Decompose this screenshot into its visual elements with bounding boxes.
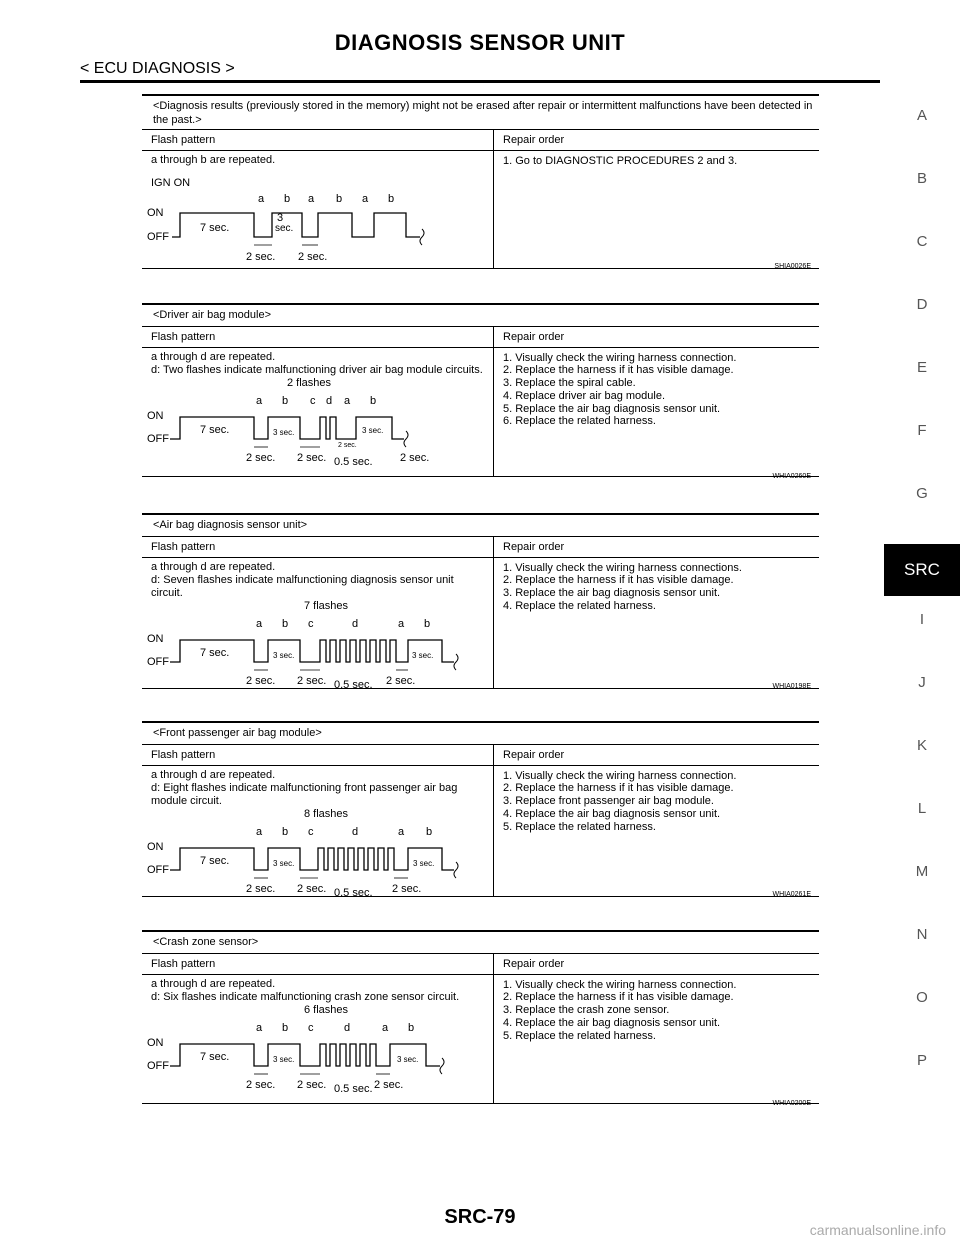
- duration-label: 2 sec.: [246, 1078, 276, 1091]
- flash-letter: b: [388, 192, 395, 205]
- flash-section-driver-air-bag: [142, 303, 819, 480]
- flash-letter: a: [256, 1021, 263, 1034]
- side-index-letter[interactable]: D: [916, 296, 928, 313]
- flashes-label: 6 flashes: [304, 1003, 349, 1016]
- duration-label: 7 sec.: [200, 646, 230, 659]
- duration-label: 2 sec.: [297, 882, 327, 895]
- side-index-letter[interactable]: L: [917, 800, 927, 817]
- repair-step: 2. Replace the harness if it has visible damage.: [503, 574, 734, 587]
- duration-label: 3 sec.: [273, 427, 295, 437]
- flash-description-sub: d: Eight flashes indicate malfunctioning front passenger air bag module circuit.: [151, 781, 458, 807]
- flash-table: [142, 744, 819, 896]
- flash-pattern-cell: [142, 557, 494, 688]
- duration-label: 7 sec.: [200, 221, 230, 234]
- flash-letter: a: [258, 192, 265, 205]
- section-title: <Driver air bag module>: [153, 308, 272, 321]
- repair-step: 5. Replace the related harness.: [503, 820, 656, 833]
- figure-code: WHIA0260E: [772, 473, 811, 480]
- flash-description-line: a through d are repeated.: [151, 350, 276, 363]
- page-subtitle: < ECU DIAGNOSIS >: [80, 60, 235, 77]
- duration-label: 2 sec.: [297, 1078, 327, 1091]
- repair-step: 2. Replace the harness if it has visible damage.: [503, 364, 734, 377]
- break-icon: [404, 431, 408, 447]
- figure-code: WHIA0200E: [772, 1100, 811, 1107]
- repair-order-cell: [494, 150, 820, 268]
- repair-step: 2. Replace the harness if it has visible damage.: [503, 991, 734, 1004]
- flash-letter: d: [326, 394, 333, 407]
- repair-step: 4. Replace the related harness.: [503, 599, 656, 612]
- section-bottom-rule: [142, 896, 819, 898]
- section-title: <Diagnosis results (previously stored in the memory) might not be erased after repair or intermittent malfunctions have been detected in the past.>: [153, 99, 813, 126]
- flash-description-sub: d: Two flashes indicate malfunctioning driver air bag module circuits.: [151, 363, 483, 376]
- figure-code: SHIA0026E: [774, 263, 811, 270]
- repair-step: 2. Replace the harness if it has visible damage.: [503, 782, 734, 795]
- duration-label: 3 sec.: [397, 1054, 419, 1064]
- repair-step: 1. Go to DIAGNOSTIC PROCEDURES 2 and 3.: [503, 154, 738, 167]
- repair-order-cell: [494, 347, 820, 476]
- side-index-letter[interactable]: I: [919, 611, 925, 628]
- figure-code: WHIA0198E: [772, 683, 811, 690]
- flash-letter: c: [308, 825, 314, 838]
- repair-order-header: Repair order: [494, 953, 820, 974]
- side-index-letter[interactable]: B: [916, 170, 927, 187]
- repair-step: 4. Replace the air bag diagnosis sensor unit.: [503, 1016, 721, 1029]
- duration-label: 2 sec.: [400, 451, 430, 464]
- flash-table: [142, 129, 819, 268]
- section-bottom-rule: [142, 1103, 819, 1105]
- flash-pattern-header: Flash pattern: [142, 326, 494, 347]
- break-icon: [420, 229, 424, 245]
- repair-order-header: Repair order: [494, 744, 820, 765]
- duration-label: 7 sec.: [200, 1050, 230, 1063]
- repair-order-cell: [494, 974, 820, 1103]
- section-bottom-rule: [142, 476, 819, 478]
- flash-letter: b: [282, 825, 289, 838]
- flash-pattern-diagram: [142, 808, 475, 896]
- figure-code: WHIA0261E: [772, 891, 811, 898]
- repair-step: 1. Visually check the wiring harness connection.: [503, 978, 737, 991]
- duration-label: 2 sec.: [297, 674, 327, 687]
- duration-label: sec.: [275, 222, 294, 234]
- flash-description: [142, 558, 493, 600]
- flash-letter: b: [336, 192, 343, 205]
- flash-letter: a: [344, 394, 351, 407]
- off-label: OFF: [147, 432, 169, 445]
- duration-label: 2 sec.: [297, 451, 327, 464]
- flash-letter: b: [408, 1021, 415, 1034]
- flash-letter: b: [424, 617, 431, 630]
- repair-step: 3. Replace the air bag diagnosis sensor unit.: [503, 587, 721, 600]
- flash-letter: b: [370, 394, 377, 407]
- repair-step: 1. Visually check the wiring harness connections.: [503, 561, 742, 574]
- duration-label: 3 sec.: [362, 425, 384, 435]
- repair-order-header: Repair order: [494, 536, 820, 557]
- flash-letter: d: [352, 617, 359, 630]
- flash-description: [142, 975, 493, 1004]
- flash-letter: c: [308, 617, 314, 630]
- duration-label: 3 sec.: [273, 858, 295, 868]
- repair-steps: [494, 766, 819, 834]
- page-number: SRC-79: [444, 1206, 516, 1228]
- duration-label: 3: [277, 211, 284, 224]
- side-index-letter[interactable]: O: [916, 989, 928, 1006]
- repair-order-cell: [494, 765, 820, 896]
- section-title: <Air bag diagnosis sensor unit>: [153, 518, 308, 531]
- side-index-letter[interactable]: C: [916, 233, 928, 250]
- on-label: ON: [147, 1036, 164, 1049]
- flash-pattern-cell: [142, 974, 494, 1103]
- flash-table: [142, 536, 819, 688]
- side-index-letter-active[interactable]: SRC: [884, 544, 960, 596]
- section-title: <Crash zone sensor>: [153, 935, 259, 948]
- duration-label: 0.5 sec.: [334, 1082, 373, 1092]
- duration-label: 2 sec.: [298, 250, 328, 263]
- duration-label: 3 sec.: [412, 650, 434, 660]
- off-label: OFF: [147, 1059, 169, 1072]
- repair-order-cell: [494, 557, 820, 688]
- flash-pattern-diagram: [142, 1004, 475, 1092]
- on-label: ON: [147, 840, 164, 853]
- duration-label: 7 sec.: [200, 423, 230, 436]
- section-bottom-rule: [142, 268, 819, 270]
- duration-label: 2 sec.: [374, 1078, 404, 1091]
- duration-label: 3 sec.: [413, 858, 435, 868]
- repair-order-header: Repair order: [494, 326, 820, 347]
- repair-step: 3. Replace the spiral cable.: [503, 377, 636, 390]
- duration-label: 2 sec.: [246, 674, 276, 687]
- repair-step: 5. Replace the related harness.: [503, 1029, 656, 1042]
- flash-pattern-header: Flash pattern: [142, 953, 494, 974]
- repair-step: 3. Replace front passenger air bag module.: [503, 795, 714, 808]
- flash-pattern-header: Flash pattern: [142, 129, 494, 150]
- duration-label: 2 sec.: [386, 674, 416, 687]
- flash-section-diagnosis-sensor: [142, 513, 819, 689]
- flash-letter: a: [362, 192, 369, 205]
- flash-letter: a: [382, 1021, 389, 1034]
- on-label: ON: [147, 632, 164, 645]
- header-rule: [80, 80, 880, 83]
- flash-letter: a: [398, 617, 405, 630]
- flash-description-line: a through d are repeated.: [151, 560, 276, 573]
- flash-description: [142, 766, 493, 808]
- flash-letter: a: [398, 825, 405, 838]
- flash-section-crash-zone: [142, 930, 819, 1107]
- off-label: OFF: [147, 655, 169, 668]
- repair-step: 5. Replace the air bag diagnosis sensor unit.: [503, 402, 721, 415]
- on-label: ON: [147, 409, 164, 422]
- on-label: ON: [147, 206, 164, 219]
- duration-label: 0.5 sec.: [334, 886, 373, 896]
- page-title: DIAGNOSIS SENSOR UNIT: [334, 30, 626, 55]
- flash-letter: c: [310, 394, 316, 407]
- flash-letter: b: [282, 617, 289, 630]
- side-index-letter[interactable]: E: [916, 359, 927, 376]
- repair-step: 3. Replace the crash zone sensor.: [503, 1004, 670, 1017]
- break-icon: [440, 1058, 444, 1074]
- repair-step: 4. Replace driver air bag module.: [503, 389, 666, 402]
- flash-letter: b: [426, 825, 433, 838]
- repair-order-header: Repair order: [494, 129, 820, 150]
- duration-label: 7 sec.: [200, 854, 230, 867]
- flash-description: a through b are repeated.: [151, 153, 276, 166]
- off-label: OFF: [147, 230, 169, 243]
- flash-letter: a: [308, 192, 315, 205]
- flash-pattern-diagram: [142, 167, 475, 267]
- side-index-letter[interactable]: J: [918, 674, 926, 691]
- side-index-letter[interactable]: N: [916, 926, 928, 943]
- flash-description-line: a through d are repeated.: [151, 977, 276, 990]
- flash-section-memory: [142, 94, 819, 269]
- side-index-letter[interactable]: G: [916, 485, 928, 502]
- duration-label: 2 sec.: [246, 882, 276, 895]
- repair-steps: [494, 558, 819, 613]
- duration-label: 2 sec.: [246, 250, 276, 263]
- side-index: [884, 98, 960, 1106]
- duration-label: 2 sec.: [338, 441, 357, 449]
- flash-pattern-cell: [142, 765, 494, 896]
- section-bottom-rule: [142, 688, 819, 690]
- flash-letter: b: [282, 1021, 289, 1034]
- flash-table: [142, 953, 819, 1103]
- flash-pattern-header: Flash pattern: [142, 744, 494, 765]
- repair-step: 4. Replace the air bag diagnosis sensor unit.: [503, 807, 721, 820]
- duration-label: 3 sec.: [273, 1054, 295, 1064]
- repair-step: 1. Visually check the wiring harness connection.: [503, 769, 737, 782]
- flash-pattern-cell: [142, 150, 494, 268]
- side-index-letter[interactable]: F: [917, 422, 927, 439]
- section-title: <Front passenger air bag module>: [153, 726, 322, 739]
- repair-step: 6. Replace the related harness.: [503, 415, 656, 428]
- side-index-letter[interactable]: P: [916, 1052, 927, 1069]
- flash-letter: b: [282, 394, 289, 407]
- flash-letter: a: [256, 825, 263, 838]
- flash-description-line: a through d are repeated.: [151, 768, 276, 781]
- flash-pattern-cell: [142, 347, 494, 476]
- flash-letter: c: [308, 1021, 314, 1034]
- break-icon: [454, 654, 458, 670]
- flash-table: [142, 326, 819, 476]
- flashes-label: 7 flashes: [304, 599, 349, 612]
- duration-label: 0.5 sec.: [334, 678, 373, 688]
- flash-letter: a: [256, 617, 263, 630]
- flash-pattern-diagram: [142, 600, 475, 688]
- flash-section-front-passenger: [142, 721, 819, 897]
- repair-steps: [494, 975, 819, 1043]
- side-index-letter[interactable]: A: [916, 107, 927, 124]
- flash-pattern-diagram: [142, 377, 475, 465]
- side-index-letter[interactable]: M: [915, 863, 929, 880]
- flashes-label: 2 flashes: [287, 376, 332, 389]
- ign-on-label: IGN ON: [151, 176, 191, 189]
- repair-steps: [494, 151, 819, 168]
- flash-description-sub: d: Seven flashes indicate malfunctioning diagnosis sensor unit circuit.: [151, 573, 454, 599]
- duration-label: 2 sec.: [246, 451, 276, 464]
- duration-label: 3 sec.: [273, 650, 295, 660]
- flash-letter: a: [256, 394, 263, 407]
- flashes-label: 8 flashes: [304, 807, 349, 820]
- side-index-letter[interactable]: K: [916, 737, 927, 754]
- duration-label: 2 sec.: [392, 882, 422, 895]
- repair-step: 1. Visually check the wiring harness connection.: [503, 351, 737, 364]
- flash-letter: b: [284, 192, 291, 205]
- flash-letter: d: [344, 1021, 351, 1034]
- flash-description: [142, 348, 493, 377]
- repair-steps: [494, 348, 819, 429]
- duration-label: 0.5 sec.: [334, 455, 373, 465]
- watermark[interactable]: carmanualsonline.info: [809, 1222, 946, 1238]
- flash-description-sub: d: Six flashes indicate malfunctioning crash zone sensor circuit.: [151, 990, 460, 1003]
- flash-letter: d: [352, 825, 359, 838]
- flash-pattern-header: Flash pattern: [142, 536, 494, 557]
- off-label: OFF: [147, 863, 169, 876]
- break-icon: [454, 862, 458, 878]
